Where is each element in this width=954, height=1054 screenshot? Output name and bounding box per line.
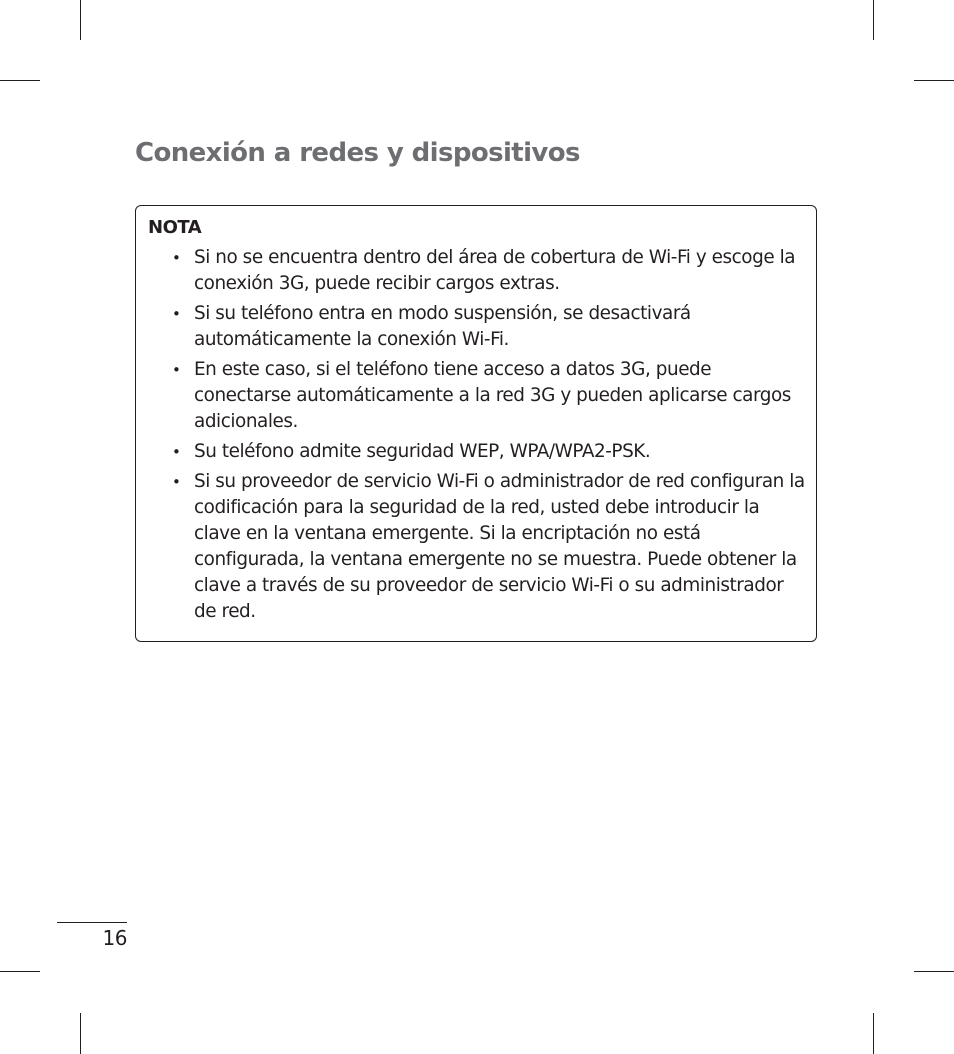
crop-mark [873, 1013, 874, 1054]
list-item [136, 357, 809, 435]
list-item-text: Su teléfono admite seguridad WEP, WPA/WPA2-PSK. [194, 441, 651, 462]
crop-mark [914, 971, 954, 972]
bullet-icon: • [172, 361, 181, 379]
crop-mark [873, 0, 874, 40]
note-list [136, 245, 809, 629]
crop-mark [0, 80, 40, 81]
crop-mark [80, 0, 81, 40]
list-item-text: Si no se encuentra dentro del área de cobertura de Wi-Fi y escoge la conexión 3G, puede recibir cargos extras. [194, 247, 796, 294]
crop-mark [914, 80, 954, 81]
list-item [136, 245, 809, 297]
note-box [135, 205, 817, 642]
note-label: NOTA [148, 217, 202, 238]
list-item-text: Si su proveedor de servicio Wi-Fi o administrador de red configuran la codificación para la seguridad de la red, usted debe introducir la clave en la ventana emergente. Si la encriptación no está configurada, la ventana emergente no se muestra. Puede obtener la clave a través de su proveedor de servicio Wi-Fi o su administrador de red. [194, 471, 805, 622]
bullet-icon: • [172, 249, 181, 267]
bullet-icon: • [172, 443, 181, 461]
list-item [136, 469, 809, 625]
bullet-icon: • [172, 305, 181, 323]
list-item-text: En este caso, si el teléfono tiene acceso a datos 3G, puede conectarse automáticamente a la red 3G y pueden aplicarse cargos adicionales. [194, 359, 791, 432]
list-item [136, 301, 809, 353]
page-number: 16 [102, 926, 127, 950]
crop-mark [0, 971, 40, 972]
list-item [136, 439, 809, 465]
list-item-text: Si su teléfono entra en modo suspensión, se desactivará automáticamente la conexión Wi-Fi. [194, 303, 691, 350]
crop-mark [80, 1013, 81, 1054]
bullet-icon: • [172, 473, 181, 491]
page-title: Conexión a redes y dispositivos [135, 138, 580, 168]
footer-divider [57, 922, 127, 923]
